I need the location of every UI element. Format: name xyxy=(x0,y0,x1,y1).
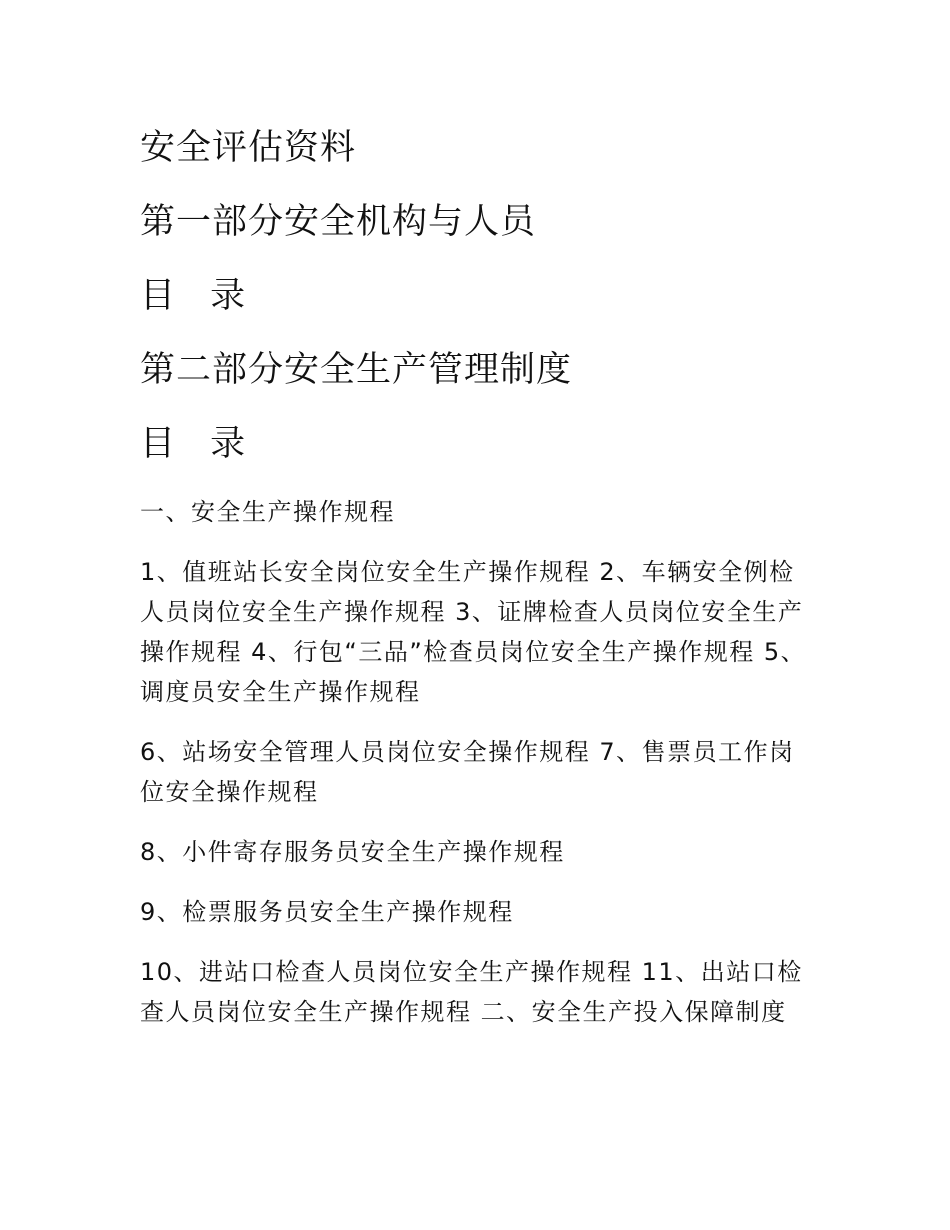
toc-paragraph: 8、小件寄存服务员安全生产操作规程 xyxy=(140,838,565,866)
toc-section-heading: 一、安全生产操作规程 xyxy=(140,498,395,526)
toc1-label: 目 录 xyxy=(140,276,258,316)
toc-paragraph: 6、站场安全管理人员岗位安全操作规程 7、售票员工作岗位安全操作规程 xyxy=(140,738,795,806)
part2-heading: 第二部分安全生产管理制度 xyxy=(140,350,573,390)
toc-paragraph: 9、检票服务员安全生产操作规程 xyxy=(140,898,514,926)
toc-paragraph: 1、值班站长安全岗位安全生产操作规程 2、车辆安全例检人员岗位安全生产操作规程 3、证牌检查人员岗位安全生产操作规程 4、行包“三品”检查员岗位安全生产操作规程 5、调度员安全生产操作规程 xyxy=(140,558,807,706)
part1-heading: 第一部分安全机构与人员 xyxy=(140,202,537,242)
toc2-label: 目 录 xyxy=(140,424,258,464)
toc-paragraph: 10、进站口检查人员岗位安全生产操作规程 11、出站口检查人员岗位安全生产操作规程 二、安全生产投入保障制度 xyxy=(140,958,803,1026)
document-title: 安全评估资料 xyxy=(140,128,357,168)
